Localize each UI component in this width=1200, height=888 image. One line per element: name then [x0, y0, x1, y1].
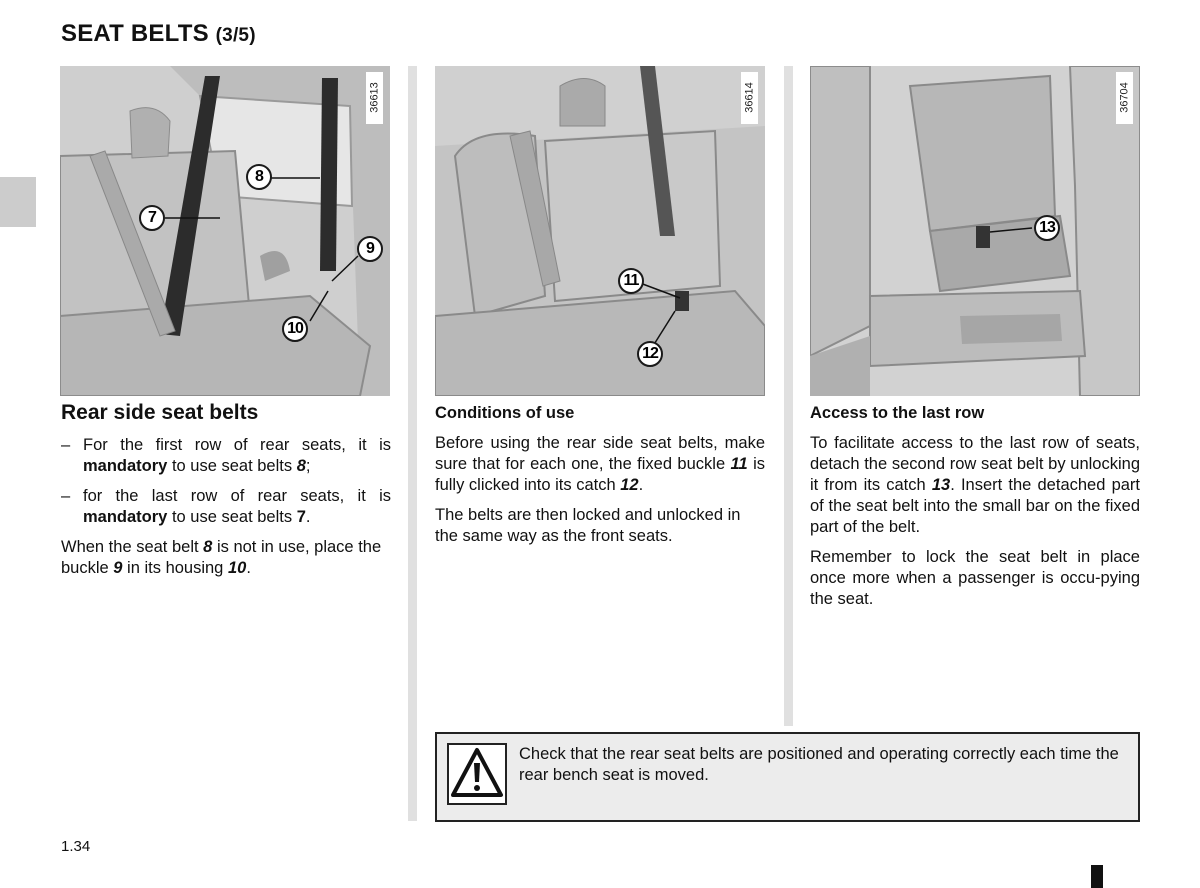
callout-10: 10 [282, 316, 308, 342]
warning-box [435, 732, 1140, 822]
page-edge-marker [1091, 865, 1103, 888]
body-paragraph: Before using the rear side seat belts, make sure that for each one, the fixed buckle 11 is fully clicked into its catch 12. [435, 434, 765, 494]
column-divider [784, 66, 793, 726]
column-divider [408, 66, 417, 821]
body-paragraph: The belts are then locked and unlocked in the same way as the front seats. [435, 506, 741, 545]
figure-buckle-catch [435, 66, 765, 396]
warning-text: Check that the rear seat belts are positioned and operating correctly each time the rear bench seat is moved. [519, 745, 1119, 784]
figure-rear-bench-belts [60, 66, 390, 396]
figure-illustration [435, 66, 765, 396]
list-dash: – [61, 436, 71, 454]
body-paragraph: Remember to lock the seat belt in place once more when a passenger is occu-pying the seat. [810, 548, 1140, 608]
title-text: SEAT BELTS [61, 20, 209, 47]
callout-8: 8 [246, 164, 272, 190]
callout-12: 12 [637, 341, 663, 367]
callout-9: 9 [357, 236, 383, 262]
figure-number-label: 36704 [1116, 72, 1133, 124]
figure-number-label: 36614 [741, 72, 758, 124]
figure-last-row-access [810, 66, 1140, 396]
figure-number-label: 36613 [366, 72, 383, 124]
callout-11: 11 [618, 268, 644, 294]
list-item: – For the first row of rear seats, it is mandatory to use seat belts 8; [61, 436, 391, 475]
page-number: 1.34 [61, 838, 91, 855]
callout-7: 7 [139, 205, 165, 231]
section-heading: Rear side seat belts [61, 401, 259, 424]
body-paragraph: When the seat belt 8 is not in use, place the buckle 9 in its housing 10. [61, 538, 382, 577]
column-access-last-row [810, 403, 1140, 619]
column-rear-side-belts [61, 402, 391, 588]
list-dash: – [61, 487, 71, 505]
callout-13: 13 [1034, 215, 1060, 241]
column-conditions-of-use [435, 403, 765, 556]
section-heading: Conditions of use [435, 404, 575, 422]
body-paragraph: To facilitate access to the last row of seats, detach the second row seat belt by unlocking it from its catch 13. Insert the detached part of the seat belt into the small bar on the fixed part of the belt. [810, 434, 1140, 536]
figure-illustration [60, 66, 390, 396]
page-title [61, 20, 256, 48]
warning-triangle-icon [447, 743, 507, 805]
section-tab [0, 177, 36, 227]
figure-illustration [810, 66, 1140, 396]
title-part: (3/5) [215, 25, 256, 46]
section-heading: Access to the last row [810, 404, 985, 422]
list-item: – for the last row of rear seats, it is mandatory to use seat belts 7. [61, 487, 391, 526]
